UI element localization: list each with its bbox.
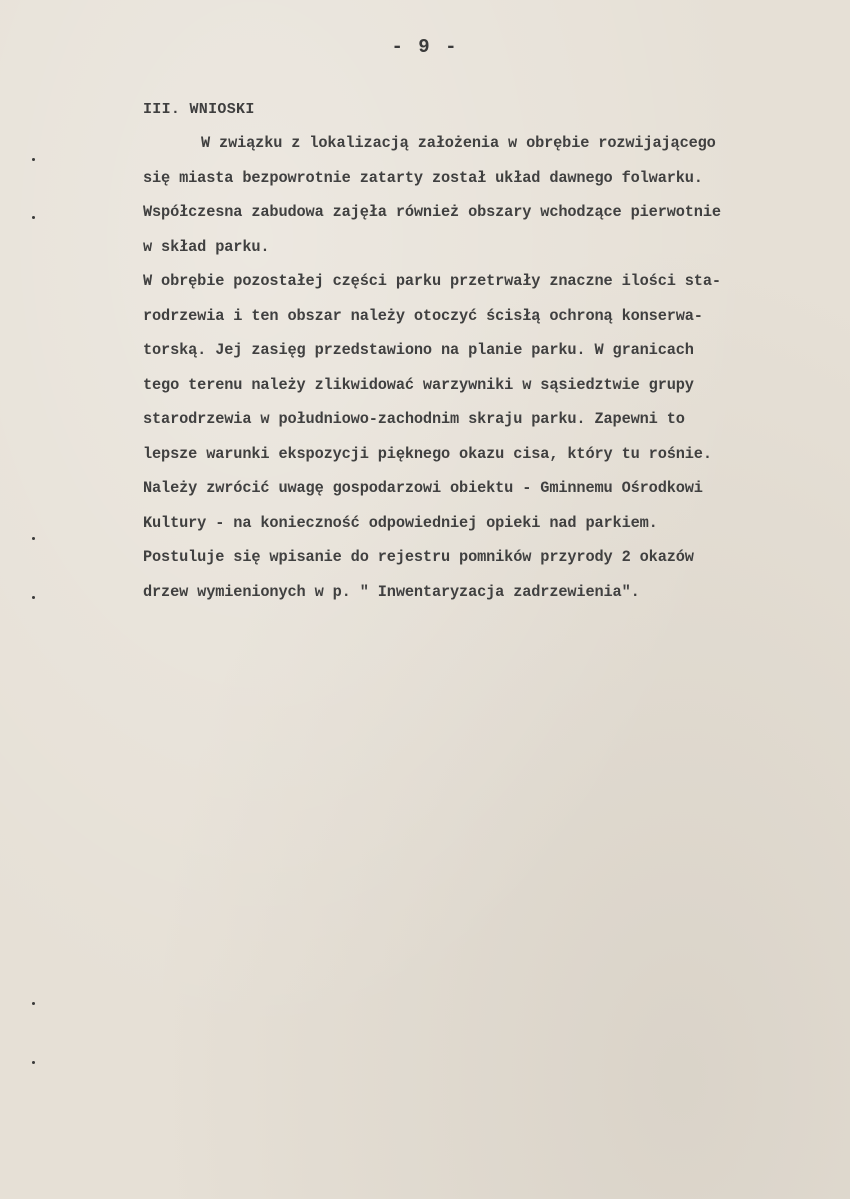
text-line: Współczesna zabudowa zajęła również obszary wchodzące pierwotnie [143,203,721,221]
text-line: Kultury - na konieczność odpowiedniej opieki nad parkiem. [143,513,658,532]
text-line: torską. Jej zasięg przedstawiono na planie parku. W granicach [143,341,694,359]
punch-mark [32,596,35,599]
body-text [143,133,833,616]
text-line: drzew wymienionych w p. " Inwentaryzacja zadrzewienia". [143,582,640,601]
text-line: W związku z lokalizacją założenia w obrębie rozwijającego [201,134,716,152]
page-number: - 9 - [391,36,459,58]
section-heading: III. WNIOSKI [143,101,255,118]
text-line: lepsze warunki ekspozycji pięknego okazu cisa, który tu rośnie. [143,444,712,463]
punch-mark [32,1002,35,1005]
text-line: w skład parku. [143,237,270,256]
punch-mark [32,216,35,219]
punch-mark [32,1061,35,1064]
text-line: tego terenu należy zlikwidować warzywniki w sąsiedztwie grupy [143,375,694,394]
punch-mark [32,537,35,540]
punch-mark [32,158,35,161]
text-line: starodrzewia w południowo-zachodnim skraju parku. Zapewni to [143,410,685,428]
text-line: się miasta bezpowrotnie zatarty został układ dawnego folwarku. [143,168,703,187]
text-line: W obrębie pozostałej części parku przetrwały znaczne ilości sta- [143,272,721,290]
text-line: rodrzewia i ten obszar należy otoczyć ścisłą ochroną konserwa- [143,306,703,325]
text-line: Należy zwrócić uwagę gospodarzowi obiektu - Gminnemu Ośrodkowi [143,479,703,497]
text-line: Postuluje się wpisanie do rejestru pomników przyrody 2 okazów [143,548,694,566]
